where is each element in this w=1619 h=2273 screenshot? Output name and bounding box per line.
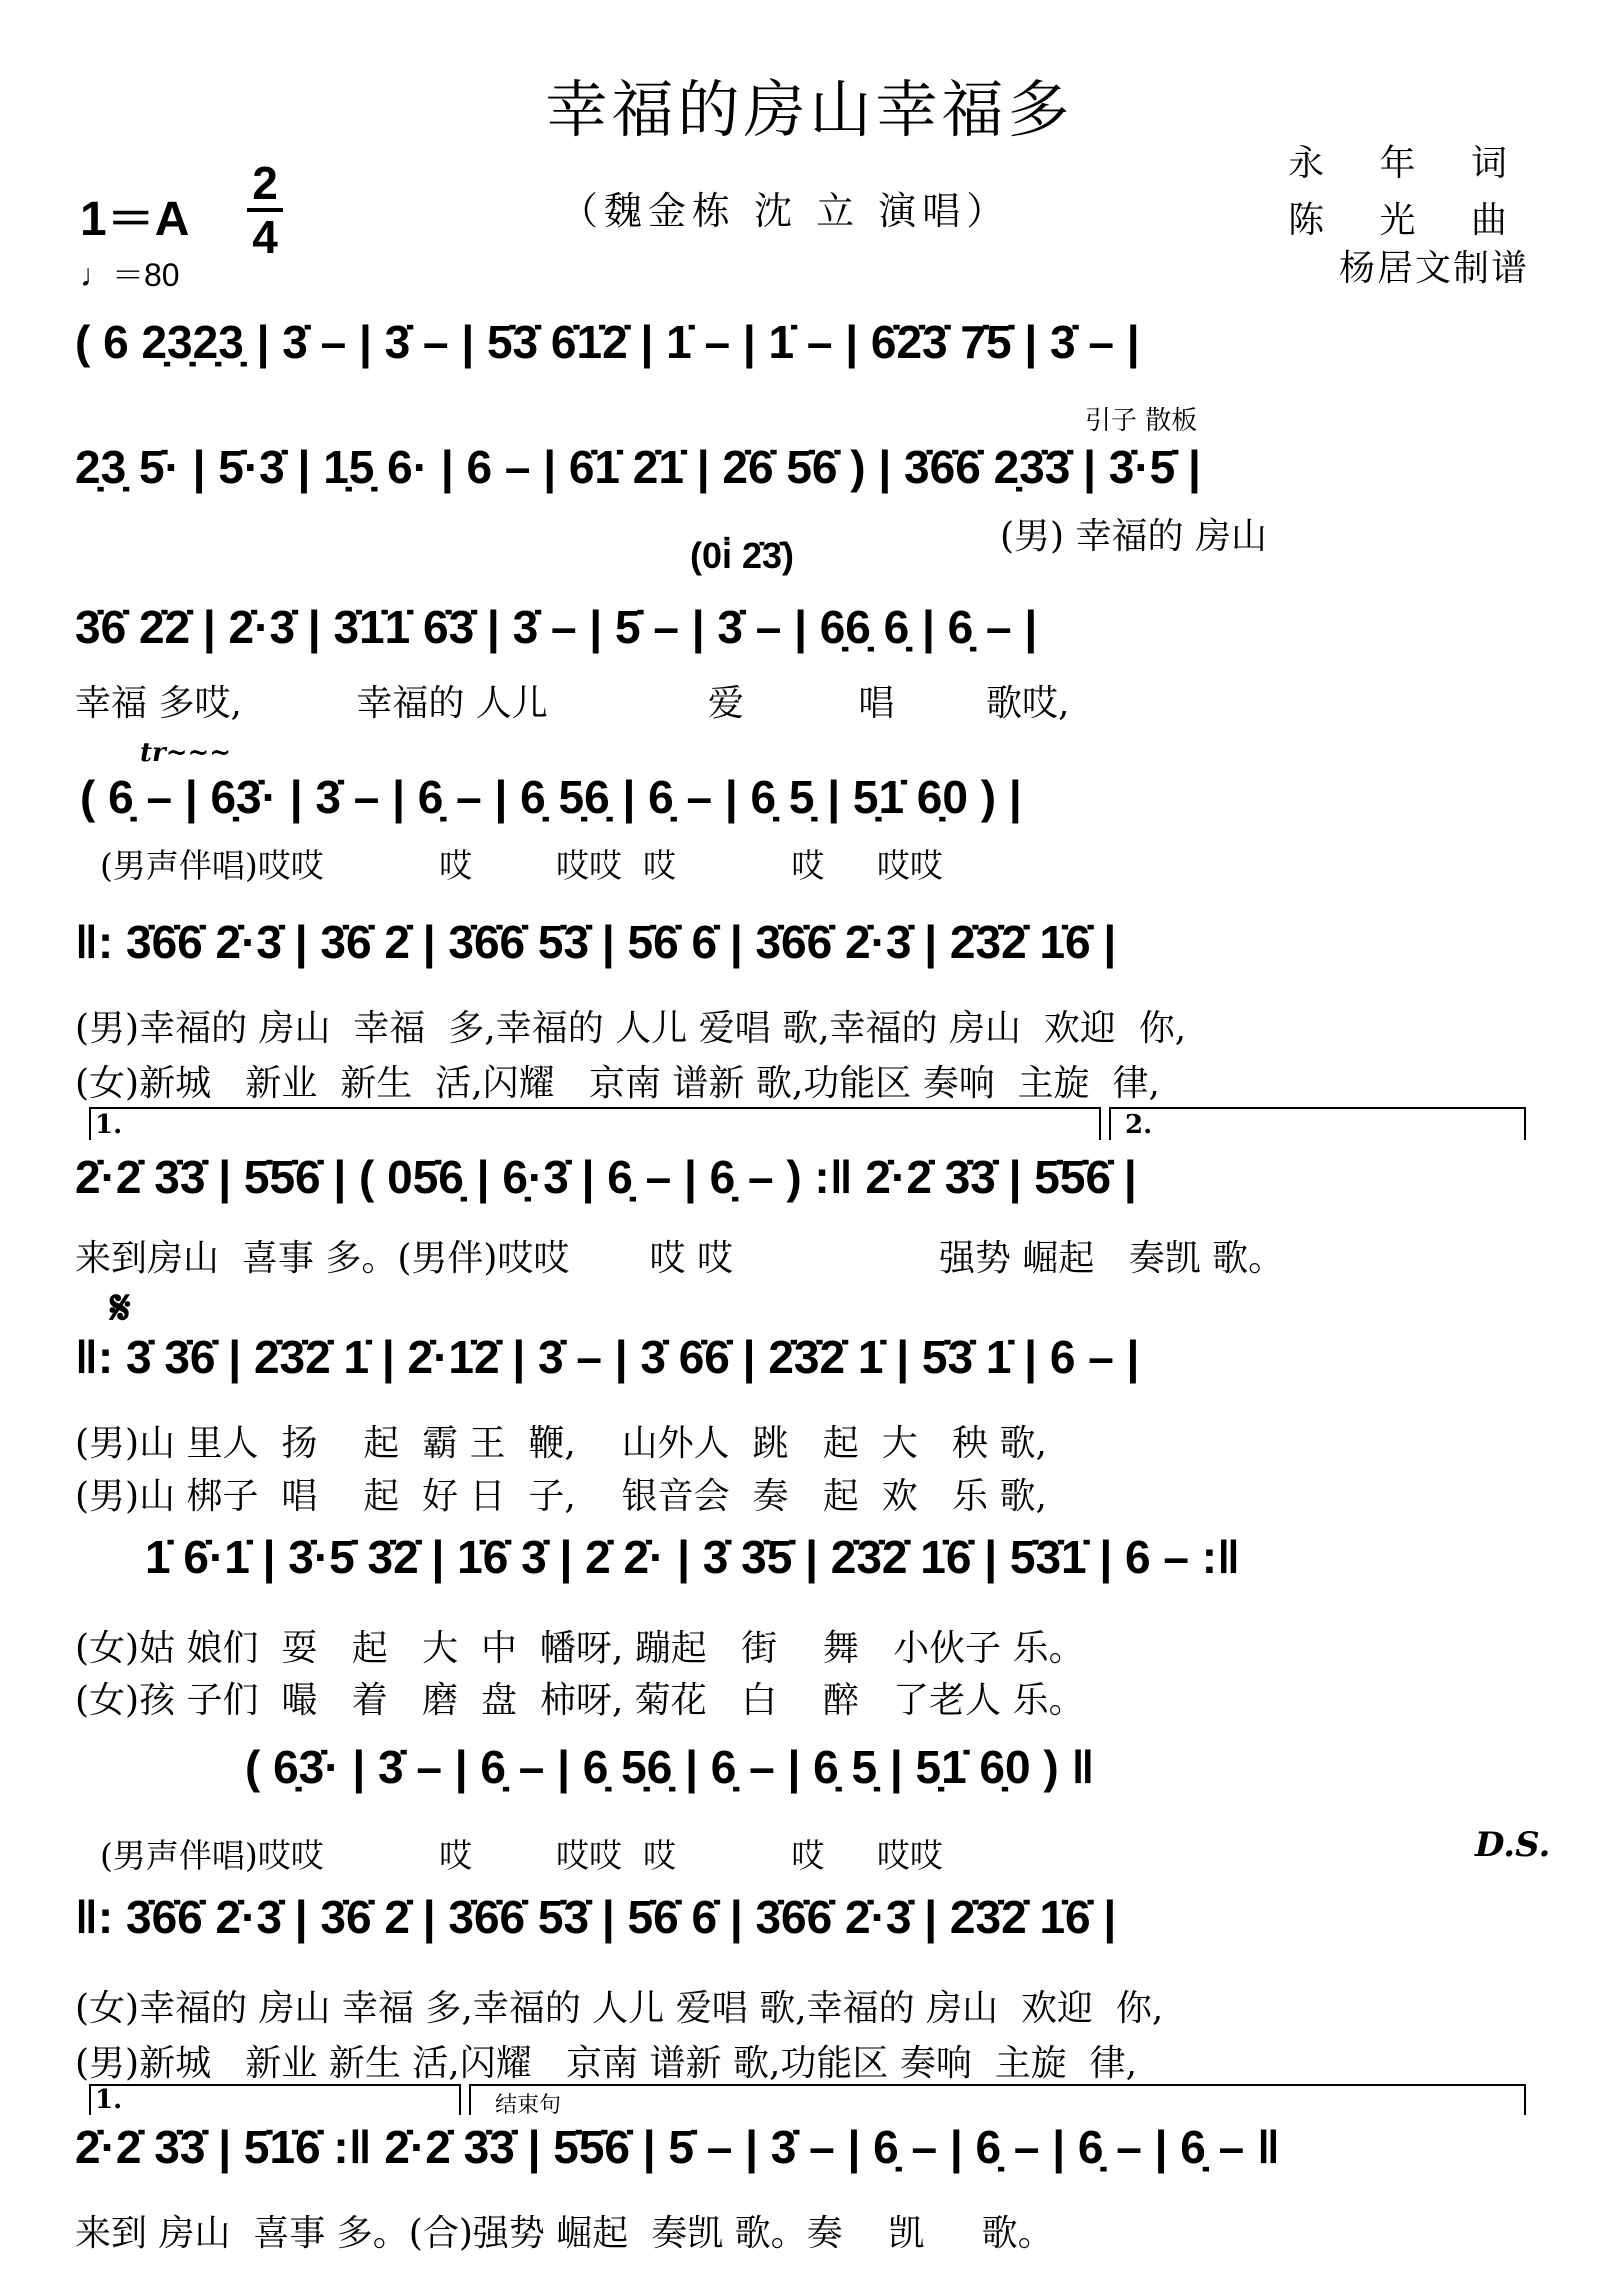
lyric-line: (女)新城 新业 新生 活,闪耀 京南 谱新 歌,功能区 奏响 主旋 律, (75, 1063, 1160, 1104)
notation-row: 2̇·2̇ 3̇3̇ | 5̇5̇6̇ | ( 05̇6̣ | 6̣·3̇ | 6̣ – | 6̣ – ) :‖ 2̇·2̇ 3̇3̇ | 5̇5̇6̇ | (75, 1151, 1137, 1203)
first-ending-bracket-2 (90, 2085, 460, 2115)
composer-credit: 陈 光 曲 (1288, 200, 1529, 241)
lyricist-credit: 永 年 词 (1288, 143, 1529, 184)
transcriber-credit: 杨居文制谱 (1338, 248, 1529, 289)
lyric-line: (男)山 梆子 唱 起 好 日 子, 银音会 奏 起 欢 乐 歌, (75, 1476, 1047, 1517)
notation-row: 1̇ 6̇·1̇ | 3̇·5̇ 3̇2̇ | 1̇6̇ 3̇ | 2̇ 2̇· | 3̇ 3̇5̇ | 2̇3̇2̇ 1̇6̇ | 5̇3̇1̇ | 6 – :‖ (145, 1531, 1240, 1583)
segno-sign: 𝄋 (110, 1280, 131, 1336)
lyric-line: (男)山 里人 扬 起 霸 王 鞭, 山外人 跳 起 大 秧 歌, (75, 1423, 1047, 1464)
singers-credit: （魏金栋 沈 立 演唱） (560, 189, 1011, 233)
notation-row: 2̇·2̇ 3̇3̇ | 5̇1̇6̇ :‖ 2̇·2̇ 3̇3̇ | 5̇5̇6̇ | 5̇ – | 3̇ – | 6̣ – | 6̣ – | 6̣ – | 6̣ – ‖ (75, 2121, 1280, 2173)
notation-row: 3̇6̇ 2̇2̇ | 2̇·3̇ | 3̇1̇1̇ 6̇3̇ | 3̇ – | 5̇ – | 3̇ – | 6̣6̣ 6̣ | 6̣ – | (75, 601, 1038, 653)
notation-row: ( 6̣ – | 6̣3̇· | 3̇ – | 6̣ – | 6̣ 5̣6̣ | 6̣ – | 6̣ 5̣ | 5̣1̇ 6̣0 ) | (80, 771, 1022, 823)
second-ending-bracket (1110, 1108, 1525, 1140)
lyric-line: (男) 幸福的 房山 (1000, 516, 1267, 557)
ending-phrase-marking: 结束句 (495, 2093, 562, 2118)
lyric-line: (男)幸福的 房山 幸福 多,幸福的 人儿 爱唱 歌,幸福的 房山 欢迎 你, (75, 1008, 1187, 1049)
lyric-line: 来到房山 喜事 多。(男伴)哎哎 哎 哎 强势 崛起 奏凯 歌。 (75, 1238, 1285, 1279)
tempo-marking: ♩＝80 (80, 257, 180, 293)
lyric-line: 幸福 多哎, 幸福的 人儿 爱 唱 歌哎, (75, 683, 1070, 724)
lyric-line: (男声伴唱)哎哎 哎 哎哎 哎 哎 哎哎 (100, 1836, 943, 1875)
notation-row: ( 6 2̣3̣2̣3̣ | 3̇ – | 3̇ – | 5̇3̇ 6̇1̇2̇ | 1̇ – | 1̇ – | 6̇2̇3̇ 7̇5̇ | 3̇ – | (75, 316, 1140, 368)
dal-segno-marking: D.S. (1475, 1825, 1551, 1865)
first-ending: 1. (95, 2085, 123, 2115)
key-signature: 1＝A (80, 193, 190, 246)
lyric-line: (女)幸福的 房山 幸福 多,幸福的 人儿 爱唱 歌,幸福的 房山 欢迎 你, (75, 1988, 1164, 2029)
first-ending: 1. (95, 1110, 123, 1140)
trill-marking: tr~~~ (140, 738, 232, 768)
insert-notation: (0i̇ 2̇3̇) (690, 535, 795, 576)
time-numerator: 2 (252, 157, 278, 209)
notation-row: 2̣3̣ 5̇· | 5̇·3̇ | 1̣5̣ 6· | 6 – | 6̇1̇ 2̇1̇ | 2̇6̇ 5̇6̇ ) | 3̇6̇6̇ 2̣3̇3̇ | 3̇·5̇ | (75, 441, 1201, 493)
notation-row: ( 6̣3̇· | 3̇ – | 6̣ – | 6̣ 5̣6̣ | 6̣ – | 6̣ 5̣ | 5̣1̇ 6̣0 ) ‖ (245, 1741, 1095, 1793)
first-ending-bracket (90, 1108, 1100, 1140)
second-ending: 2. (1125, 1110, 1153, 1140)
notation-row: ‖: 3̇6̇6̇ 2̇·3̇ | 3̇6̇ 2̇ | 3̇6̇6̇ 5̇3̇ | 5̇6̇ 6̇ | 3̇6̇6̇ 2̇·3̇ | 2̇3̇2̇ 1̇6̇ | (75, 1891, 1117, 1943)
intro-marking: 引子 散板 (1085, 406, 1198, 436)
lyric-line: 来到 房山 喜事 多。(合)强势 崛起 奏凯 歌。奏 凯 歌。 (75, 2213, 1054, 2254)
time-denominator: 4 (252, 211, 278, 263)
lyric-line: (女)孩 子们 嘬 着 磨 盘 柿呀, 菊花 白 醉 了老人 乐。 (75, 1680, 1085, 1721)
lyric-line: (男)新城 新业 新生 活,闪耀 京南 谱新 歌,功能区 奏响 主旋 律, (75, 2043, 1138, 2084)
notation-row: ‖: 3̇6̇6̇ 2̇·3̇ | 3̇6̇ 2̇ | 3̇6̇6̇ 5̇3̇ | 5̇6̇ 6̇ | 3̇6̇6̇ 2̇·3̇ | 2̇3̇2̇ 1̇6̇ | (75, 916, 1117, 968)
page-title: 幸福的房山幸福多 (545, 73, 1074, 146)
notation-row: ‖: 3̇ 3̇6̇ | 2̇3̇2̇ 1̇ | 2̇·1̇2̇ | 3̇ – | 3̇ 6̇6̇ | 2̇3̇2̇ 1̇ | 5̇3̇ 1̇ | 6 – | (75, 1331, 1140, 1383)
lyric-line: (女)姑 娘们 耍 起 大 中 幡呀, 蹦起 街 舞 小伙子 乐。 (75, 1628, 1085, 1669)
lyric-line: (男声伴唱)哎哎 哎 哎哎 哎 哎 哎哎 (100, 846, 943, 885)
ending-phrase-bracket (470, 2085, 1525, 2115)
